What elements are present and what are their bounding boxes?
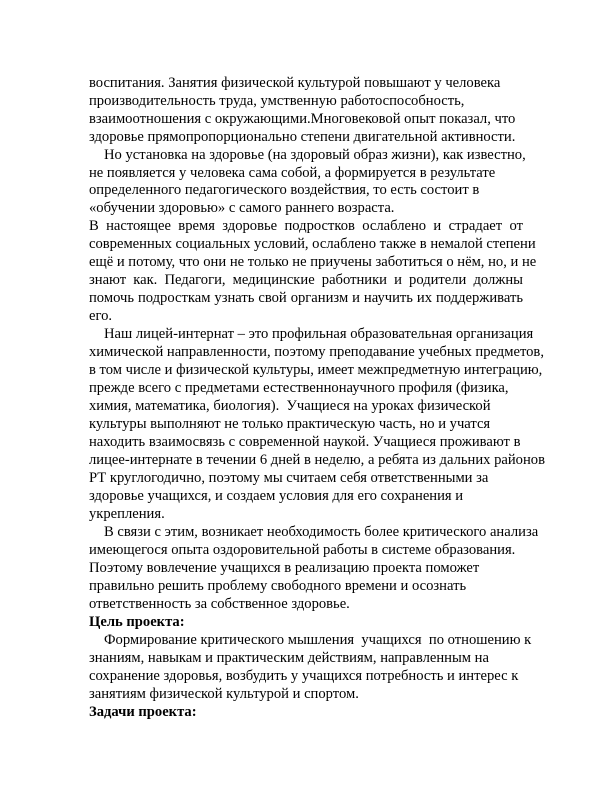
text-line: воспитания. Занятия физической культурой повышают у человека [89, 75, 501, 91]
text-line: в том числе и физической культуры, имеет межпредметную интеграцию, [89, 362, 543, 378]
text-line: лицее-интернате в течении 6 дней в неделю, а ребята из дальних районов [89, 452, 545, 468]
text-line: правильно решить проблему свободного времени и осознать [89, 578, 467, 594]
text-line: занятиям физической культурой и спортом. [89, 686, 359, 702]
text-line: прежде всего с предметами естественнонаучного профиля (физика, [89, 380, 509, 396]
text-line: ответственность за собственное здоровье. [89, 596, 350, 612]
text-line: культуры выполняют не только практическую часть, но и учатся [89, 416, 491, 432]
text-line: взаимоотношения с окружающими.Многовековой опыт показал, что [89, 111, 516, 127]
text-line: Поэтому вовлечение учащихся в реализацию проекта поможет [89, 560, 480, 576]
text-line: ещё и потому, что они не только не приучены заботиться о нём, но, и не [89, 254, 537, 270]
text-line: здоровье прямопропорционально степени двигательной активности. [89, 129, 516, 145]
text-line: имеющегося опыта оздоровительной работы в системе образования. [89, 542, 516, 558]
section-heading-goal: Цель проекта: [89, 614, 185, 630]
text-line: В настоящее время здоровье подростков ослаблено и страдает от [89, 218, 523, 234]
paragraph-first-line: Формирование критического мышления учащихся по отношению к [104, 632, 532, 648]
text-line: химия, математика, биология). Учащиеся на уроках физической [89, 398, 491, 414]
text-line: укрепления. [89, 506, 165, 522]
text-line: определенного педагогического воздействия, то есть состоит в [89, 182, 480, 198]
text-line: находить взаимосвязь с современной наукой. Учащиеся проживают в [89, 434, 521, 450]
paragraph-first-line: Но установка на здоровье (на здоровый образ жизни), как известно, [104, 147, 526, 163]
text-line: химической направленности, поэтому преподавание учебных предметов, [89, 344, 544, 360]
text-line: знаниям, навыкам и практическим действиям, направленным на [89, 650, 489, 666]
paragraph-first-line: Наш лицей-интернат – это профильная образовательная организация [104, 326, 534, 342]
text-line: его. [89, 308, 113, 324]
section-heading-tasks: Задачи проекта: [89, 704, 197, 720]
text-line: не появляется у человека сама собой, а формируется в результате [89, 165, 496, 181]
text-line: современных социальных условий, ослаблено также в немалой степени [89, 236, 536, 252]
text-line: помочь подросткам узнать свой организм и научить их поддерживать [89, 290, 523, 306]
text-line: РТ круглогодично, поэтому мы считаем себя ответственными за [89, 470, 489, 486]
text-line: здоровье учащихся, и создаем условия для его сохранения и [89, 488, 464, 504]
text-line: знают как. Педагоги, медицинские работники и родители должны [89, 272, 523, 288]
text-line: «обучении здоровью» с самого раннего возраста. [89, 200, 395, 216]
text-line: сохранение здоровья, возбудить у учащихся потребность и интерес к [89, 668, 519, 684]
text-line: производительность труда, умственную работоспособность, [89, 93, 465, 109]
paragraph-first-line: В связи с этим, возникает необходимость более критического анализа [104, 524, 539, 540]
